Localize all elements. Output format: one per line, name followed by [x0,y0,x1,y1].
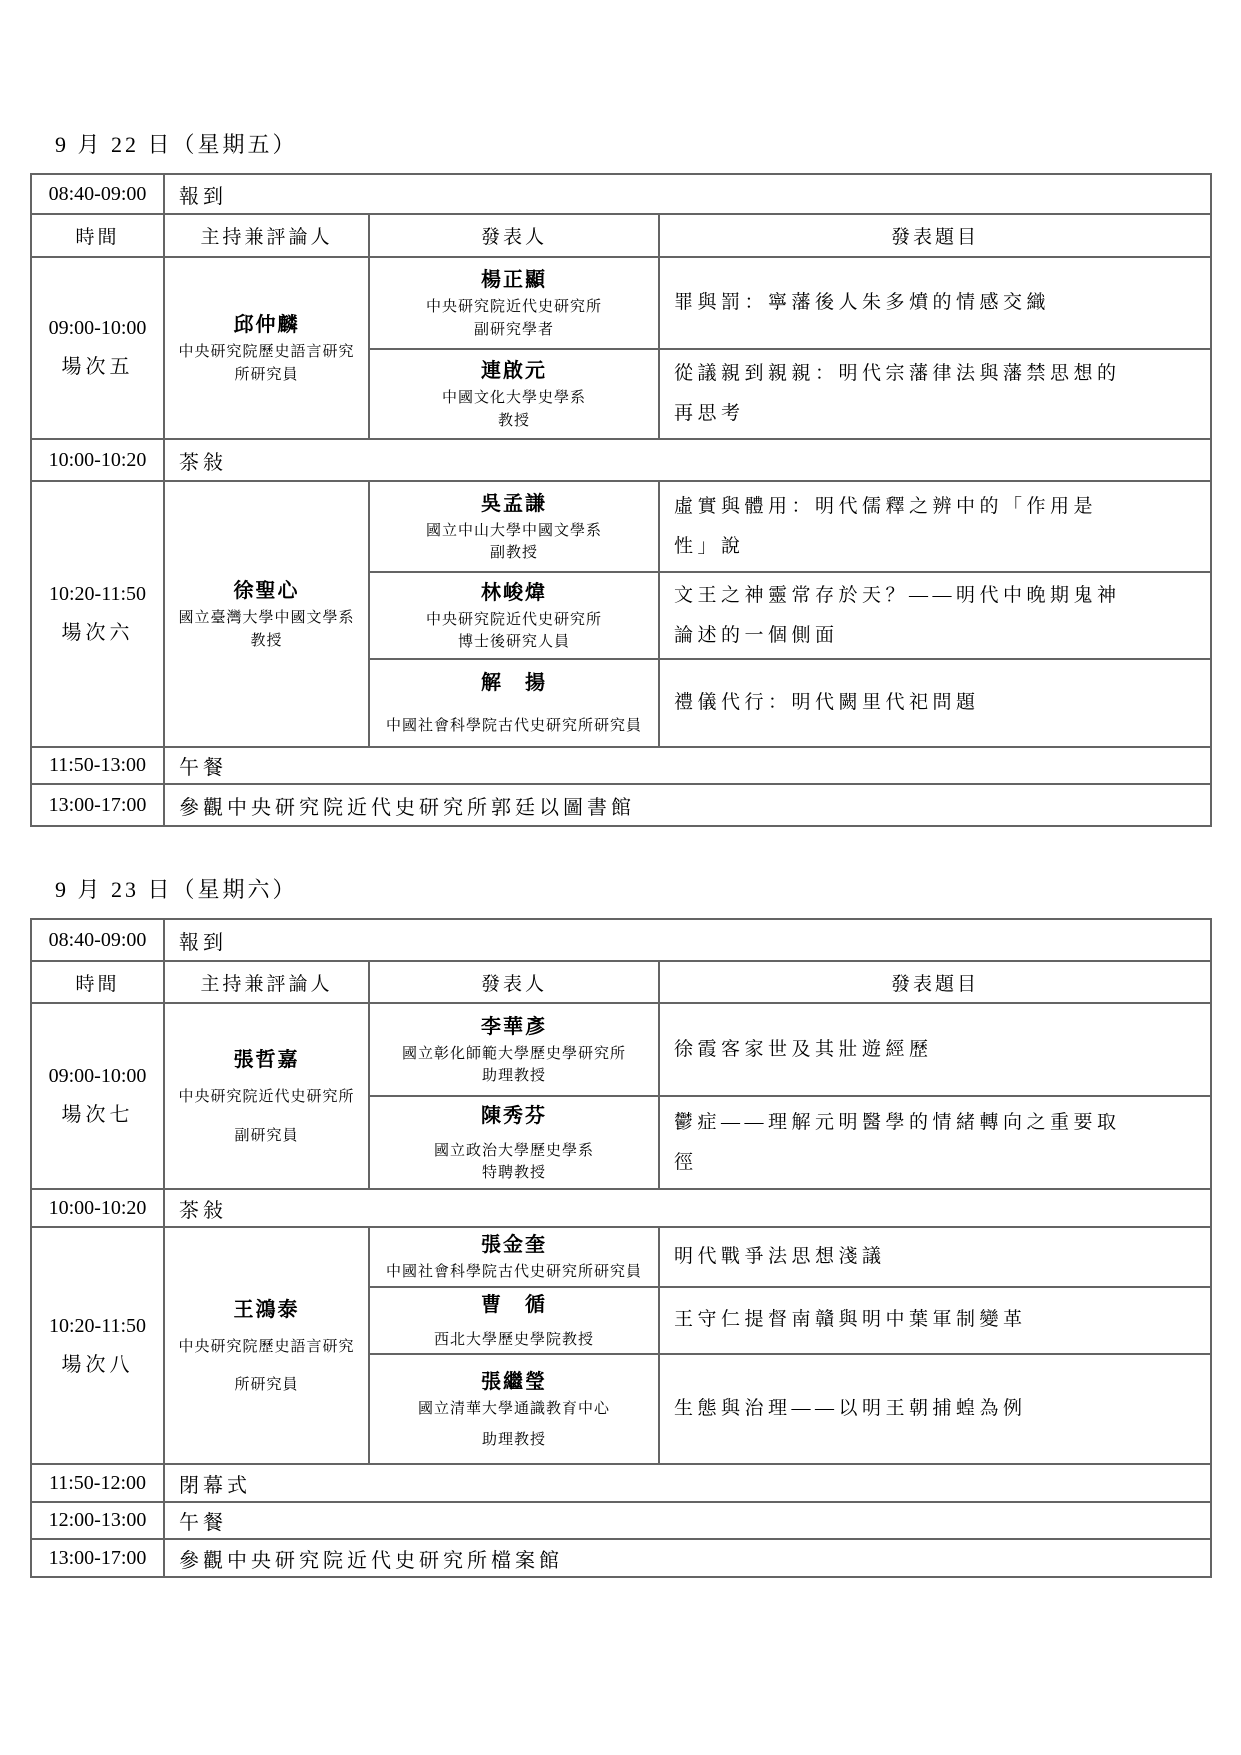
presenter-affiliation: 國立中山大學中國文學系 [425,522,602,539]
moderator-name: 王鴻泰 [233,1298,300,1321]
day1-heading: 9 月 22 日（星期五） [55,132,298,157]
presenter-name: 解 揚 [481,672,547,695]
header-row [31,961,1211,1003]
session-label: 場次六 [61,622,134,644]
column-header-moderator: 主持兼評論人 [164,961,369,1003]
time-cell: 11:50-12:00 [31,1464,164,1502]
session-time-cell [31,481,164,747]
presenter-position: 特聘教授 [481,1165,546,1181]
presenter-name: 曹 循 [481,1293,547,1316]
closing-row [31,1464,1211,1502]
visit-row [31,1539,1211,1577]
talk-title-cell [659,1227,1211,1287]
presenter-name: 陳秀芬 [481,1104,547,1127]
presenter-name: 林峻煒 [481,581,547,604]
tea-break-row [31,1189,1211,1227]
column-header-title: 發表題目 [659,214,1211,257]
presenter-affiliation: 中國社會科學院古代史研究所研究員 [385,718,642,735]
presenter-cell [369,481,659,572]
session-time-cell [31,1003,164,1189]
presenter-position: 副研究學者 [473,321,554,338]
time-cell: 13:00-17:00 [31,784,164,826]
presenter-cell [369,1003,659,1096]
talk-title-cell [659,1287,1211,1355]
talk-title-cell [659,1003,1211,1096]
presenter-affiliation: 中央研究院近代史研究所 [425,299,602,315]
presenter-name: 李華彥 [481,1015,547,1038]
presenter-position: 助理教授 [481,1068,546,1084]
moderator-cell [164,1227,369,1464]
presenter-affiliation: 國立政治大學歷史學系 [433,1142,594,1159]
talk-title: 明代戰爭法思想淺議 [674,1245,886,1267]
moderator-affiliation: 中央研究院近代史研究所 [178,1089,355,1105]
moderator-cell [164,1003,369,1189]
event-cell: 閉幕式 [164,1464,1211,1502]
event-cell: 茶敍 [164,439,1211,481]
presenter-affiliation: 國立清華大學通識教育中心 [417,1401,610,1417]
header-row [31,214,1211,257]
schedule-table-day2 [30,918,1212,1578]
session-time: 09:00-10:00 [48,317,147,339]
session-time-cell [31,257,164,439]
moderator-position: 所研究員 [234,366,299,383]
time-cell: 11:50-13:00 [31,747,164,784]
time-cell: 12:00-13:00 [31,1502,164,1539]
time-cell: 08:40-09:00 [31,919,164,961]
talk-title: 王守仁提督南贛與明中葉軍制變革 [674,1309,1027,1331]
moderator-cell [164,481,369,747]
moderator-name: 徐聖心 [233,580,300,602]
moderator-position: 教授 [250,632,283,649]
talk-title-cell [659,349,1211,439]
session-time-cell [31,1227,164,1464]
moderator-affiliation: 中央研究院歷史語言研究 [178,1338,355,1355]
moderator-name: 張哲嘉 [233,1049,300,1071]
presenter-cell [369,572,659,659]
presenter-affiliation: 中國文化大學史學系 [441,390,586,406]
moderator-name: 邱仲麟 [233,314,300,336]
presenter-name: 楊正顯 [481,269,547,291]
time-cell: 10:00-10:20 [31,1189,164,1227]
event-cell: 報到 [164,174,1211,214]
session7-row1 [31,1003,1211,1096]
session-label: 場次五 [61,356,134,378]
column-header-presenter: 發表人 [369,961,659,1003]
lunch-row [31,1502,1211,1539]
presenter-cell [369,659,659,747]
talk-title: 文王之神靈常存於天？——明代中晚期鬼神論述的一個側面 [674,584,1121,646]
moderator-affiliation: 中央研究院歷史語言研究 [178,344,355,360]
event-cell: 午餐 [164,747,1211,784]
talk-title: 生態與治理——以明王朝捕蝗為例 [674,1398,1027,1420]
presenter-position: 副教授 [489,545,538,561]
lunch-row [31,747,1211,784]
presenter-affiliation: 國立彰化師範大學歷史學研究所 [401,1045,626,1062]
session-label: 場次七 [61,1104,134,1126]
column-header-moderator: 主持兼評論人 [164,214,369,257]
column-header-title: 發表題目 [659,961,1211,1003]
session8-row1 [31,1227,1211,1287]
presenter-cell [369,1227,659,1287]
talk-title: 罪與罰：寧藩後人朱多燌的情感交織 [674,292,1051,314]
session6-row1 [31,481,1211,572]
column-header-presenter: 發表人 [369,214,659,257]
presenter-affiliation: 中國社會科學院古代史研究所研究員 [385,1264,642,1280]
talk-title: 徐霞客家世及其壯遊經歷 [674,1038,933,1060]
session-time: 10:20-11:50 [48,583,147,605]
day1-section [30,128,1211,827]
event-cell: 參觀中央研究院近代史研究所檔案館 [164,1539,1211,1577]
time-cell: 13:00-17:00 [31,1539,164,1577]
presenter-cell [369,1287,659,1355]
presenter-position: 教授 [497,412,530,429]
talk-title: 虛實與體用：明代儒釋之辨中的「作用是性」說 [674,495,1098,557]
moderator-affiliation: 國立臺灣大學中國文學系 [178,610,355,626]
session5-row1 [31,257,1211,349]
event-cell: 報到 [164,919,1211,961]
event-cell: 茶敍 [164,1189,1211,1227]
session-time: 09:00-10:00 [48,1065,147,1087]
day2-section [30,873,1211,1578]
presenter-position: 助理教授 [481,1431,546,1448]
presenter-cell [369,1096,659,1189]
presenter-position: 博士後研究人員 [457,634,570,650]
column-header-time: 時間 [31,961,164,1003]
presenter-name: 張繼瑩 [481,1371,547,1393]
talk-title: 從議親到親親：明代宗藩律法與藩禁思想的再思考 [674,363,1121,424]
tea-break-row [31,439,1211,481]
column-header-time: 時間 [31,214,164,257]
day2-heading: 9 月 23 日（星期六） [55,877,298,902]
presenter-cell [369,257,659,349]
moderator-cell [164,257,369,439]
presenter-cell [369,349,659,439]
presenter-name: 張金奎 [481,1234,547,1256]
time-cell: 08:40-09:00 [31,174,164,214]
talk-title: 鬱症——理解元明醫學的情緒轉向之重要取徑 [674,1111,1121,1173]
talk-title-cell [659,572,1211,659]
event-cell: 午餐 [164,1502,1211,1539]
presenter-cell [369,1354,659,1464]
moderator-position: 所研究員 [234,1377,299,1393]
talk-title-cell [659,481,1211,572]
presenter-affiliation: 西北大學歷史學院教授 [433,1331,594,1348]
checkin-row [31,919,1211,961]
time-cell: 10:00-10:20 [31,439,164,481]
event-cell: 參觀中央研究院近代史研究所郭廷以圖書館 [164,784,1211,826]
talk-title-cell [659,1354,1211,1464]
session-time: 10:20-11:50 [48,1314,147,1337]
presenter-name: 連啟元 [481,360,547,382]
session-label: 場次八 [61,1353,134,1376]
presenter-name: 吳孟謙 [481,492,547,515]
talk-title: 禮儀代行：明代闕里代祀問題 [674,692,980,714]
visit-row [31,784,1211,826]
moderator-position: 副研究員 [234,1127,299,1144]
talk-title-cell [659,659,1211,747]
talk-title-cell [659,257,1211,349]
presenter-affiliation: 中央研究院近代史研究所 [425,611,602,628]
checkin-row [31,174,1211,214]
schedule-table-day1 [30,173,1212,827]
talk-title-cell [659,1096,1211,1189]
